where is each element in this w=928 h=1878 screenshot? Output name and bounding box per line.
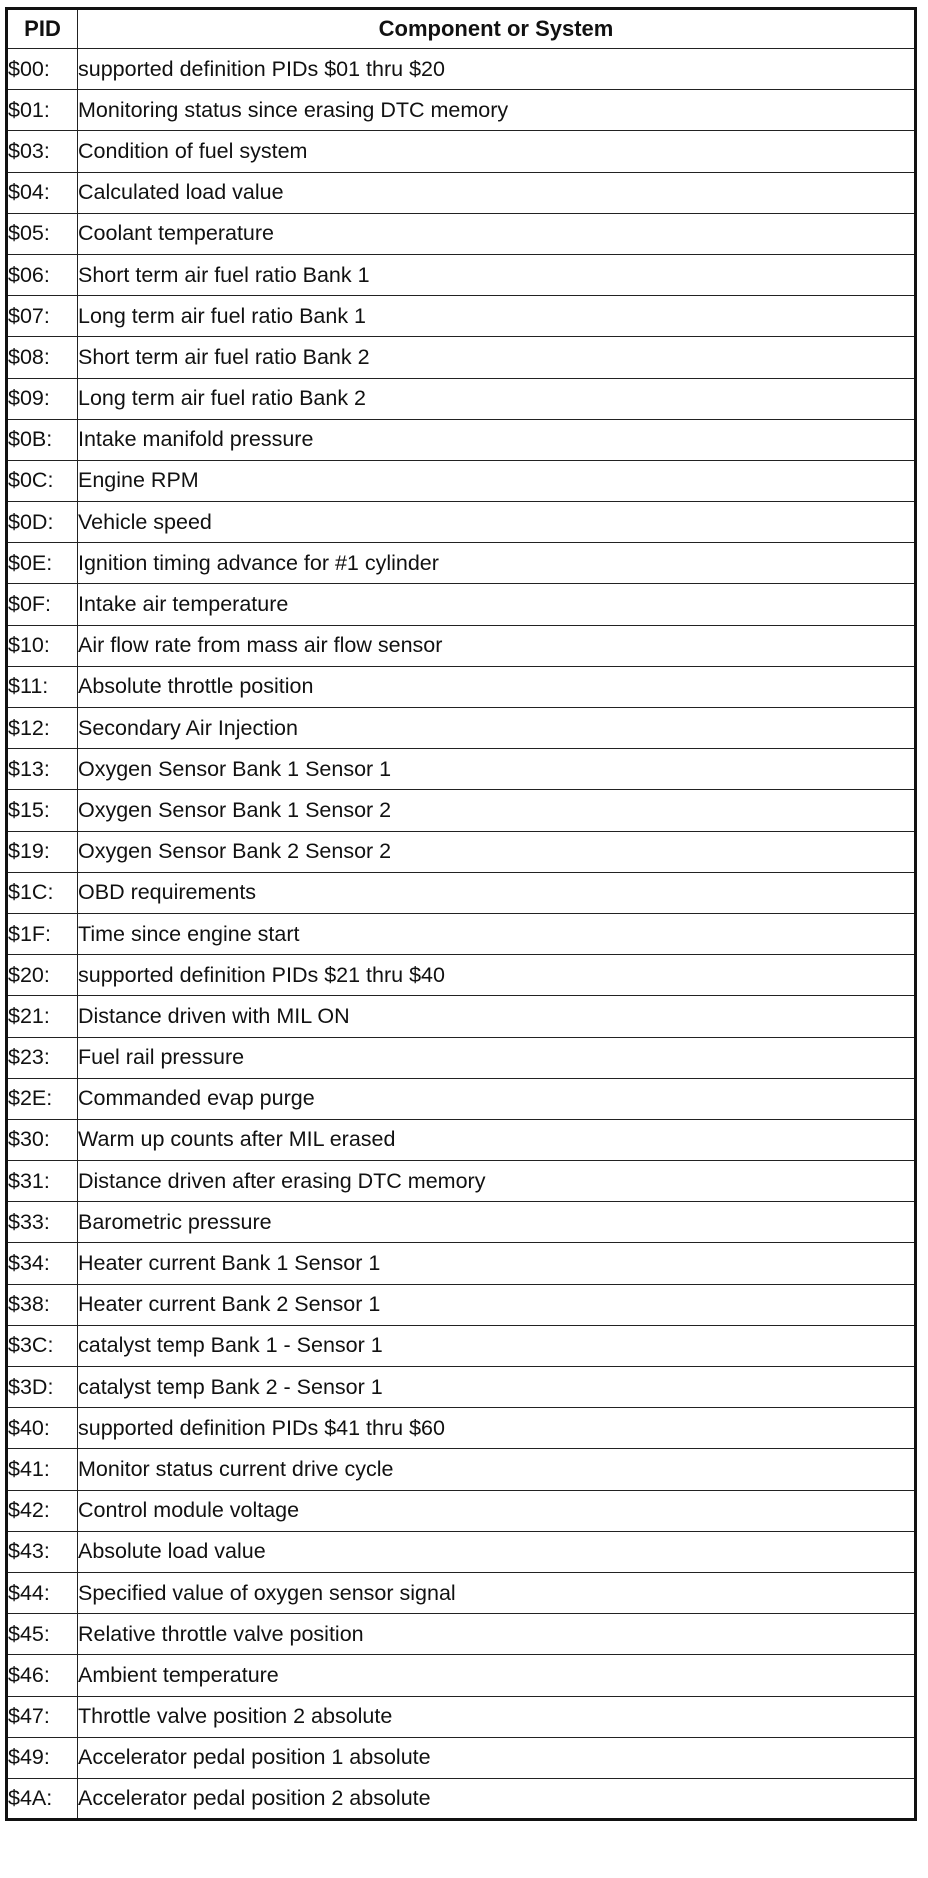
pid-cell: $00: (7, 49, 78, 90)
pid-cell: $09: (7, 378, 78, 419)
component-cell: Ignition timing advance for #1 cylinder (78, 543, 916, 584)
pid-cell: $43: (7, 1531, 78, 1572)
table-row (7, 296, 916, 337)
component-cell: Monitor status current drive cycle (78, 1449, 916, 1490)
component-cell: supported definition PIDs $01 thru $20 (78, 49, 916, 90)
table-row (7, 1490, 916, 1531)
table-row (7, 831, 916, 872)
pid-cell: $45: (7, 1614, 78, 1655)
pid-cell: $0E: (7, 543, 78, 584)
component-cell: Distance driven after erasing DTC memory (78, 1161, 916, 1202)
table-row (7, 1572, 916, 1613)
table-row (7, 1078, 916, 1119)
component-cell: Specified value of oxygen sensor signal (78, 1572, 916, 1613)
component-cell: Condition of fuel system (78, 131, 916, 172)
component-cell: Engine RPM (78, 460, 916, 501)
pid-cell: $10: (7, 625, 78, 666)
component-cell: Heater current Bank 2 Sensor 1 (78, 1284, 916, 1325)
table-row (7, 172, 916, 213)
pid-table (5, 7, 917, 1821)
pid-cell: $20: (7, 955, 78, 996)
table-row (7, 749, 916, 790)
component-cell: catalyst temp Bank 2 - Sensor 1 (78, 1367, 916, 1408)
component-cell: Time since engine start (78, 913, 916, 954)
pid-cell: $3D: (7, 1367, 78, 1408)
table-row (7, 254, 916, 295)
pid-cell: $05: (7, 213, 78, 254)
component-cell: OBD requirements (78, 872, 916, 913)
pid-cell: $42: (7, 1490, 78, 1531)
pid-cell: $0C: (7, 460, 78, 501)
pid-cell: $19: (7, 831, 78, 872)
component-cell: Monitoring status since erasing DTC memory (78, 90, 916, 131)
component-cell: Fuel rail pressure (78, 1037, 916, 1078)
pid-cell: $07: (7, 296, 78, 337)
pid-cell: $0F: (7, 584, 78, 625)
table-row (7, 625, 916, 666)
header-pid: PID (7, 9, 78, 49)
table-row (7, 1367, 916, 1408)
component-cell: Absolute throttle position (78, 666, 916, 707)
table-row (7, 543, 916, 584)
table-row (7, 1325, 916, 1366)
pid-cell: $11: (7, 666, 78, 707)
header-component: Component or System (78, 9, 916, 49)
pid-cell: $01: (7, 90, 78, 131)
table-row (7, 913, 916, 954)
header-row (7, 9, 916, 49)
table-row (7, 419, 916, 460)
table-row (7, 1696, 916, 1737)
pid-cell: $49: (7, 1737, 78, 1778)
pid-cell: $15: (7, 790, 78, 831)
pid-cell: $38: (7, 1284, 78, 1325)
component-cell: Intake manifold pressure (78, 419, 916, 460)
table-row (7, 1243, 916, 1284)
pid-cell: $1C: (7, 872, 78, 913)
pid-cell: $40: (7, 1408, 78, 1449)
pid-cell: $46: (7, 1655, 78, 1696)
component-cell: Oxygen Sensor Bank 1 Sensor 1 (78, 749, 916, 790)
table-row (7, 584, 916, 625)
table-row (7, 460, 916, 501)
pid-cell: $12: (7, 708, 78, 749)
table-row (7, 708, 916, 749)
table-row (7, 378, 916, 419)
table-row (7, 1449, 916, 1490)
pid-cell: $31: (7, 1161, 78, 1202)
table-row (7, 1202, 916, 1243)
component-cell: Barometric pressure (78, 1202, 916, 1243)
table-row (7, 1531, 916, 1572)
component-cell: Absolute load value (78, 1531, 916, 1572)
pid-cell: $33: (7, 1202, 78, 1243)
pid-cell: $06: (7, 254, 78, 295)
pid-cell: $04: (7, 172, 78, 213)
pid-cell: $47: (7, 1696, 78, 1737)
table-row (7, 49, 916, 90)
table-row (7, 666, 916, 707)
pid-cell: $0B: (7, 419, 78, 460)
component-cell: Relative throttle valve position (78, 1614, 916, 1655)
component-cell: Short term air fuel ratio Bank 2 (78, 337, 916, 378)
table-row (7, 131, 916, 172)
pid-cell: $13: (7, 749, 78, 790)
component-cell: Intake air temperature (78, 584, 916, 625)
pid-cell: $34: (7, 1243, 78, 1284)
table-row (7, 955, 916, 996)
pid-cell: $4A: (7, 1778, 78, 1819)
table-row (7, 1161, 916, 1202)
component-cell: Secondary Air Injection (78, 708, 916, 749)
component-cell: Vehicle speed (78, 502, 916, 543)
table-row (7, 1737, 916, 1778)
component-cell: Calculated load value (78, 172, 916, 213)
pid-cell: $03: (7, 131, 78, 172)
component-cell: catalyst temp Bank 1 - Sensor 1 (78, 1325, 916, 1366)
table-row (7, 1284, 916, 1325)
pid-cell: $3C: (7, 1325, 78, 1366)
component-cell: Commanded evap purge (78, 1078, 916, 1119)
component-cell: Long term air fuel ratio Bank 1 (78, 296, 916, 337)
component-cell: Ambient temperature (78, 1655, 916, 1696)
pid-cell: $08: (7, 337, 78, 378)
table-row (7, 996, 916, 1037)
component-cell: Oxygen Sensor Bank 1 Sensor 2 (78, 790, 916, 831)
table-row (7, 213, 916, 254)
table-body (7, 49, 916, 1820)
pid-cell: $2E: (7, 1078, 78, 1119)
table-row (7, 1037, 916, 1078)
component-cell: Coolant temperature (78, 213, 916, 254)
component-cell: Short term air fuel ratio Bank 1 (78, 254, 916, 295)
component-cell: Warm up counts after MIL erased (78, 1119, 916, 1160)
table-row (7, 337, 916, 378)
table-row (7, 1614, 916, 1655)
pid-cell: $0D: (7, 502, 78, 543)
component-cell: Accelerator pedal position 1 absolute (78, 1737, 916, 1778)
table-row (7, 1119, 916, 1160)
table-row (7, 790, 916, 831)
component-cell: Heater current Bank 1 Sensor 1 (78, 1243, 916, 1284)
pid-cell: $21: (7, 996, 78, 1037)
component-cell: Accelerator pedal position 2 absolute (78, 1778, 916, 1819)
component-cell: Long term air fuel ratio Bank 2 (78, 378, 916, 419)
component-cell: Throttle valve position 2 absolute (78, 1696, 916, 1737)
pid-cell: $23: (7, 1037, 78, 1078)
component-cell: supported definition PIDs $21 thru $40 (78, 955, 916, 996)
component-cell: Control module voltage (78, 1490, 916, 1531)
pid-cell: $30: (7, 1119, 78, 1160)
pid-cell: $1F: (7, 913, 78, 954)
table-row (7, 872, 916, 913)
pid-cell: $41: (7, 1449, 78, 1490)
pid-cell: $44: (7, 1572, 78, 1613)
table-row (7, 1778, 916, 1819)
table-row (7, 1408, 916, 1449)
component-cell: Distance driven with MIL ON (78, 996, 916, 1037)
component-cell: Oxygen Sensor Bank 2 Sensor 2 (78, 831, 916, 872)
component-cell: supported definition PIDs $41 thru $60 (78, 1408, 916, 1449)
table-row (7, 502, 916, 543)
table-row (7, 90, 916, 131)
table-row (7, 1655, 916, 1696)
component-cell: Air flow rate from mass air flow sensor (78, 625, 916, 666)
